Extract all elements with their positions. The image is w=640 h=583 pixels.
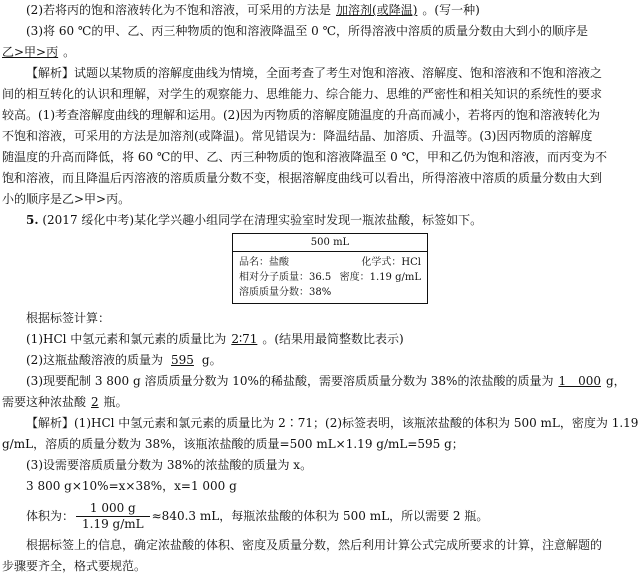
fraction [76, 501, 150, 532]
question-3-text: (3)将 60 ℃的甲、乙、丙三种物质的饱和溶液降温至 0 ℃，所得溶液中溶质的质量分数由大到小的顺序是 [26, 24, 589, 38]
answer-blank: 2 [91, 395, 99, 409]
label-density: 密度：1.19 g/mL [339, 272, 421, 283]
answer-blank: 乙>甲>丙 [2, 45, 59, 59]
sub-question-3 [2, 371, 634, 392]
closing-line: 根据标签上的信息，确定浓盐酸的体积、密度及质量分数，然后利用计算公式完成所要求的计算，注意解题的 [26, 538, 603, 552]
sub-question-2-text: (2)这瓶盐酸溶液的质量为 [26, 353, 163, 367]
volume-formula [2, 497, 634, 535]
document-page [2, 0, 639, 577]
label-mass-fraction: 溶质质量分数：38% [239, 287, 332, 298]
calc-intro: 根据标签计算： [26, 311, 111, 325]
label-row [239, 285, 421, 300]
sub-question-3-text-2: 需要这种浓盐酸 [2, 395, 87, 409]
analysis-block-1 [2, 63, 634, 210]
sub-question-2 [2, 350, 634, 371]
question-2-suffix: 。(写一种) [422, 3, 480, 17]
label-formula: 化学式：HCl [361, 257, 421, 268]
label-row [239, 255, 421, 270]
analysis-line: 不饱和溶液，可采用的方法是加溶剂(或降温)。常见错误为：降温结晶、加溶质、升温等。(3)因丙物质的溶解度 [2, 129, 593, 143]
question-3-answer-line [2, 42, 634, 63]
sub-question-2-suffix: g。 [201, 353, 222, 367]
answer-blank: 加溶剂(或降温) [336, 3, 418, 17]
fraction-numerator: 1 000 g [76, 501, 150, 517]
question-2 [2, 0, 634, 21]
label-row [239, 270, 421, 285]
question-3-suffix: 。 [63, 45, 76, 59]
sub-question-3-text: (3)现要配制 3 800 g 溶质质量分数为 10%的稀盐酸，需要溶质质量分数为 38%的浓盐酸的质量为 [26, 374, 554, 388]
volume-suffix: ≈840.3 mL，每瓶浓盐酸的体积为 500 mL，所以需要 2 瓶。 [151, 509, 489, 523]
analysis-line: 小的顺序是乙>甲>丙。 [2, 192, 131, 206]
sub-question-1-suffix: 。(结果用最简整数比表示) [262, 332, 404, 346]
question-2-text: (2)若将丙的饱和溶液转化为不饱和溶液，可采用的方法是 [26, 3, 332, 17]
question-number: 5. [26, 213, 39, 227]
analysis-line: 较高。(1)考查溶解度曲线的理解和运用。(2)因为丙物质的溶解度随温度的升高而减小，若将丙的饱和溶液转化为 [2, 108, 601, 122]
question-5 [2, 210, 634, 231]
analysis-block-2 [2, 413, 639, 497]
analysis-line: g/mL，溶质的质量分数为 38%，该瓶浓盐酸的质量=500 mL×1.19 g/mL=595 g； [2, 437, 464, 451]
sub-question-3-suffix: 瓶。 [103, 395, 128, 409]
answer-blank: 2∶71 [231, 332, 258, 346]
fraction-denominator: 1.19 g/mL [82, 517, 144, 531]
analysis-line: 随温度的升高而降低，将 60 ℃的甲、乙、丙三种物质的饱和溶液降温至 0 ℃，甲和乙仍为饱和溶液，而丙变为不 [2, 150, 608, 164]
volume-prefix: 体积为： [26, 509, 75, 523]
closing-line: 步骤要齐全，格式要规范。 [2, 559, 147, 573]
label-molar-mass: 相对分子质量：36.5 [239, 272, 332, 283]
analysis-line: 【解析】试题以某物质的溶解度曲线为情境，全面考查了考生对饱和溶液、溶解度、饱和溶液和不饱和溶液之 [26, 66, 603, 80]
sub-question-3-unit: g， [606, 374, 626, 388]
sub-question-1 [2, 329, 634, 350]
closing-note [2, 535, 634, 577]
equation-line: 3 800 g×10%=x×38%，x=1 000 g [26, 479, 237, 493]
analysis-line: 【解析】(1)HCl 中氢元素和氯元素的质量比为 2∶71；(2)标签表明，该瓶浓盐酸的体积为 500 mL，密度为 1.19 [26, 416, 639, 430]
sub-question-1-text: (1)HCl 中氢元素和氯元素的质量比为 [26, 332, 227, 346]
answer-blank: 1 000 [558, 374, 601, 388]
answer-blank: 595 [171, 353, 194, 367]
label-volume: 500 mL [233, 234, 427, 252]
sub-question-3-line-2 [2, 392, 634, 413]
label-name: 品名：盐酸 [239, 257, 289, 268]
reagent-label [232, 233, 428, 304]
analysis-line: (3)设需要溶质质量分数为 38%的浓盐酸的质量为 x。 [26, 458, 313, 472]
analysis-line: 饱和溶液，而且降温后丙溶液的溶质质量分数不变，根据溶解度曲线可以看出，所得溶液中溶质的质量分数由大到 [2, 171, 603, 185]
analysis-line: 间的相互转化的认识和理解，对学生的观察能力、思维能力、综合能力、思维的严密性和相关知识的系统性的要求 [2, 87, 603, 101]
question-5-text: (2017 绥化中考)某化学兴趣小组同学在清理实验室时发现一瓶浓盐酸，标签如下。 [42, 213, 483, 227]
question-3 [2, 21, 634, 42]
